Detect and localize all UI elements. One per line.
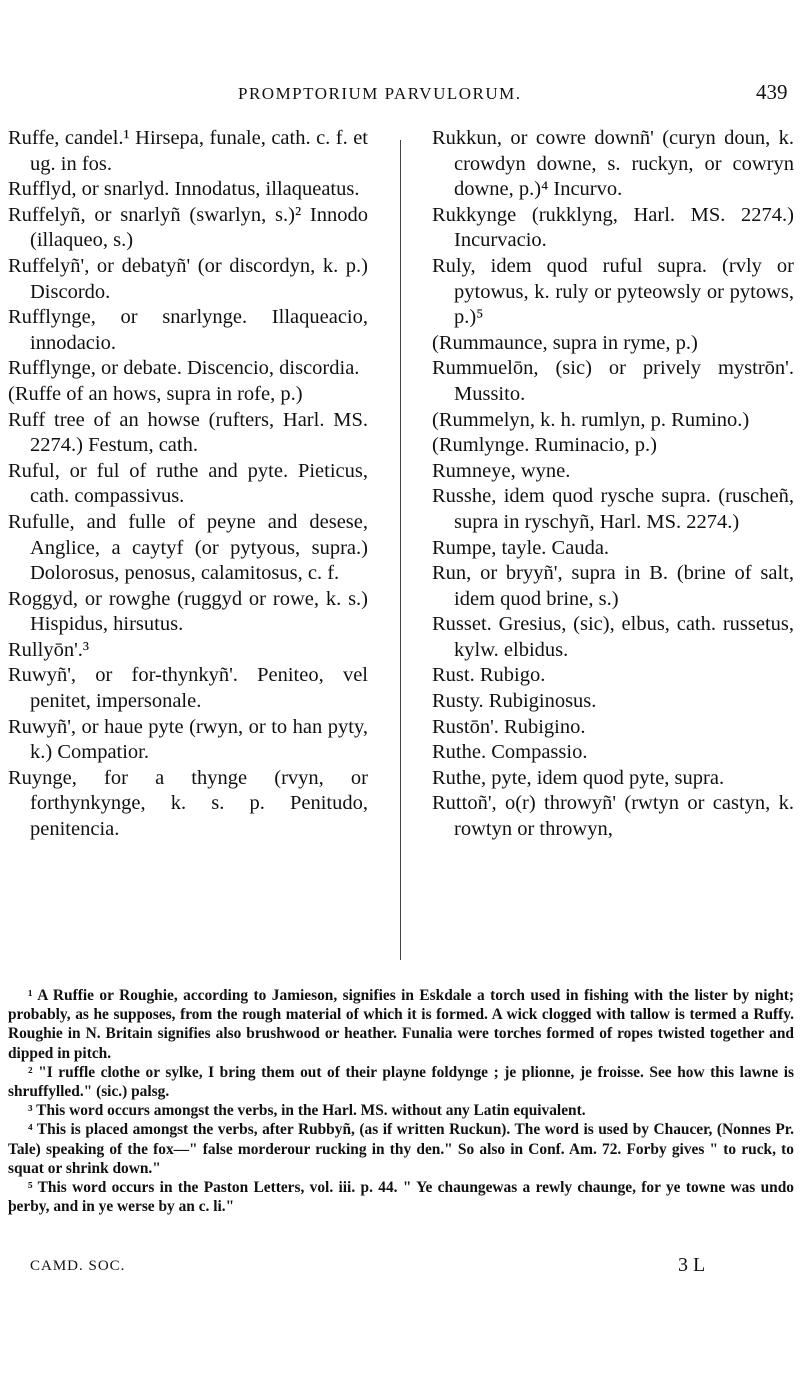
- dictionary-entry: Ruthe. Compassio.: [432, 741, 588, 764]
- dictionary-entry: Run, or bryyñ', supra in B. (brine of salt, idem quod brine, s.): [432, 562, 794, 610]
- dictionary-entry: (Rumlynge. Ruminacio, p.): [432, 434, 657, 457]
- footnote: ² "I ruffle clothe or sylke, I bring them out of their playne foldynge ; je plionne, je froisse. See how this lawne is shruffylled." (sic.) palsg.: [8, 1063, 794, 1101]
- dictionary-entry: Ruwyñ', or haue pyte (rwyn, or to han pyty, k.) Compatior.: [8, 715, 368, 764]
- dictionary-entry: Rufflynge, or snarlynge. Illaqueacio, innodacio.: [8, 306, 368, 354]
- dictionary-entry: Ruful, or ful of ruthe and pyte. Pieticus, cath. compassivus.: [8, 459, 368, 508]
- signature-mark-gathering: 3 L: [678, 1254, 706, 1276]
- dictionary-entry: Ruwyñ', or for-thynkyñ'. Peniteo, vel penitet, impersonale.: [8, 664, 368, 713]
- dictionary-entry: Rumneye, wyne.: [432, 459, 571, 482]
- right-column: [432, 126, 794, 843]
- footnote: ¹ A Ruffie or Roughie, according to Jamieson, signifies in Eskdale a torch used in fishing with the lister by night; probably, as he supposes, from the rough material of which it is formed. A wick clogged with tallow is termed a Ruffy. Roughie in N. Britain signifies also brushwood or heather. Funalia were torches formed of ropes twisted together and dipped in pitch.: [8, 987, 794, 1062]
- signature-mark-camden: CAMD. SOC.: [30, 1258, 126, 1274]
- footnote: ³ This word occurs amongst the verbs, in the Harl. MS. without any Latin equivalent.: [28, 1102, 586, 1120]
- dictionary-entry: Rustōn'. Rubigino.: [432, 715, 586, 738]
- page-footer: [0, 1254, 800, 1288]
- dictionary-entry: Ruly, idem quod ruful supra. (rvly or pytowus, k. ruly or pyteowsly or pytows, p.)⁵: [432, 254, 794, 329]
- dictionary-entry: Rummuelōn, (sic) or prively mystrōn'. Mussito.: [432, 357, 794, 405]
- dictionary-entry: Ruynge, for a thynge (rvyn, or forthynkynge, k. s. p. Penitudo, penitencia.: [8, 766, 368, 841]
- dictionary-entry: Ruttoñ', o(r) throwyñ' (rwtyn or castyn, k. rowtyn or throwyn,: [432, 792, 794, 841]
- dictionary-entry: Rukkun, or cowre downñ' (curyn doun, k. crowdyn downe, s. ruckyn, or cowryn downe, p.)⁴ Incurvo.: [432, 127, 794, 201]
- dictionary-entry: Ruffe, candel.¹ Hirsepa, funale, cath. c. f. et ug. in fos.: [8, 127, 368, 175]
- dictionary-entry: Ruff tree of an howse (rufters, Harl. MS. 2274.) Festum, cath.: [8, 408, 368, 457]
- page-header: [0, 80, 800, 110]
- dictionary-entry: Russet. Gresius, (sic), elbus, cath. russetus, kylw. elbidus.: [432, 613, 794, 661]
- running-title: PROMPTORIUM PARVULORUM.: [238, 84, 522, 103]
- footnotes: [8, 986, 794, 1216]
- dictionary-entry: Ruthe, pyte, idem quod pyte, supra.: [432, 766, 725, 789]
- dictionary-entry: Rullyōn'.³: [8, 638, 90, 661]
- dictionary-entry: Rust. Rubigo.: [432, 664, 546, 687]
- dictionary-entry: Rukkynge (rukklyng, Harl. MS. 2274.) Incurvacio.: [432, 203, 794, 252]
- dictionary-entry: Russhe, idem quod rysche supra. (ruscheñ, supra in ryschyñ, Harl. MS. 2274.): [432, 485, 794, 533]
- column-divider: [400, 140, 401, 960]
- dictionary-entry: Roggyd, or rowghe (ruggyd or rowe, k. s.) Hispidus, hirsutus.: [8, 587, 368, 636]
- dictionary-entry: Rufulle, and fulle of peyne and desese, Anglice, a caytyf (or pytyous, supra.) Dolorosus, penosus, calamitosus, c. f.: [8, 510, 368, 585]
- dictionary-entry: (Ruffe of an hows, supra in rofe, p.): [8, 382, 303, 405]
- left-column: [8, 126, 368, 843]
- dictionary-entry: Rumpe, tayle. Cauda.: [432, 536, 610, 559]
- dictionary-entry: Ruffelyñ', or debatyñ' (or discordyn, k. p.) Discordo.: [8, 254, 368, 303]
- dictionary-entry: Rusty. Rubiginosus.: [432, 690, 597, 713]
- page-number: 439: [756, 80, 788, 104]
- dictionary-entry: Ruffelyñ, or snarlyñ (swarlyn, s.)² Innodo (illaqueo, s.): [8, 203, 368, 252]
- footnote: ⁴ This is placed amongst the verbs, after Rubbyñ, (as if written Ruckun). The word is used by Chaucer, (Nonnes Pr. Tale) speaking of the fox—" false morderour rucking in thy den." So also in Conf. Am. 72. Forby gives " to ruck, to squat or shrink down.": [8, 1121, 794, 1177]
- footnote: ⁵ This word occurs in the Paston Letters, vol. iii. p. 44. " Ye chaungewas a rewly chaunge, for ye towne was undo þerby, and in ye werse by an c. li.": [8, 1179, 794, 1216]
- dictionary-entry: Rufflyd, or snarlyd. Innodatus, illaqueatus.: [8, 178, 360, 201]
- dictionary-entry: (Rummaunce, supra in ryme, p.): [432, 331, 698, 354]
- dictionary-entry: (Rummelyn, k. h. rumlyn, p. Rumino.): [432, 408, 750, 431]
- dictionary-entry: Rufflynge, or debate. Discencio, discordia.: [8, 357, 360, 380]
